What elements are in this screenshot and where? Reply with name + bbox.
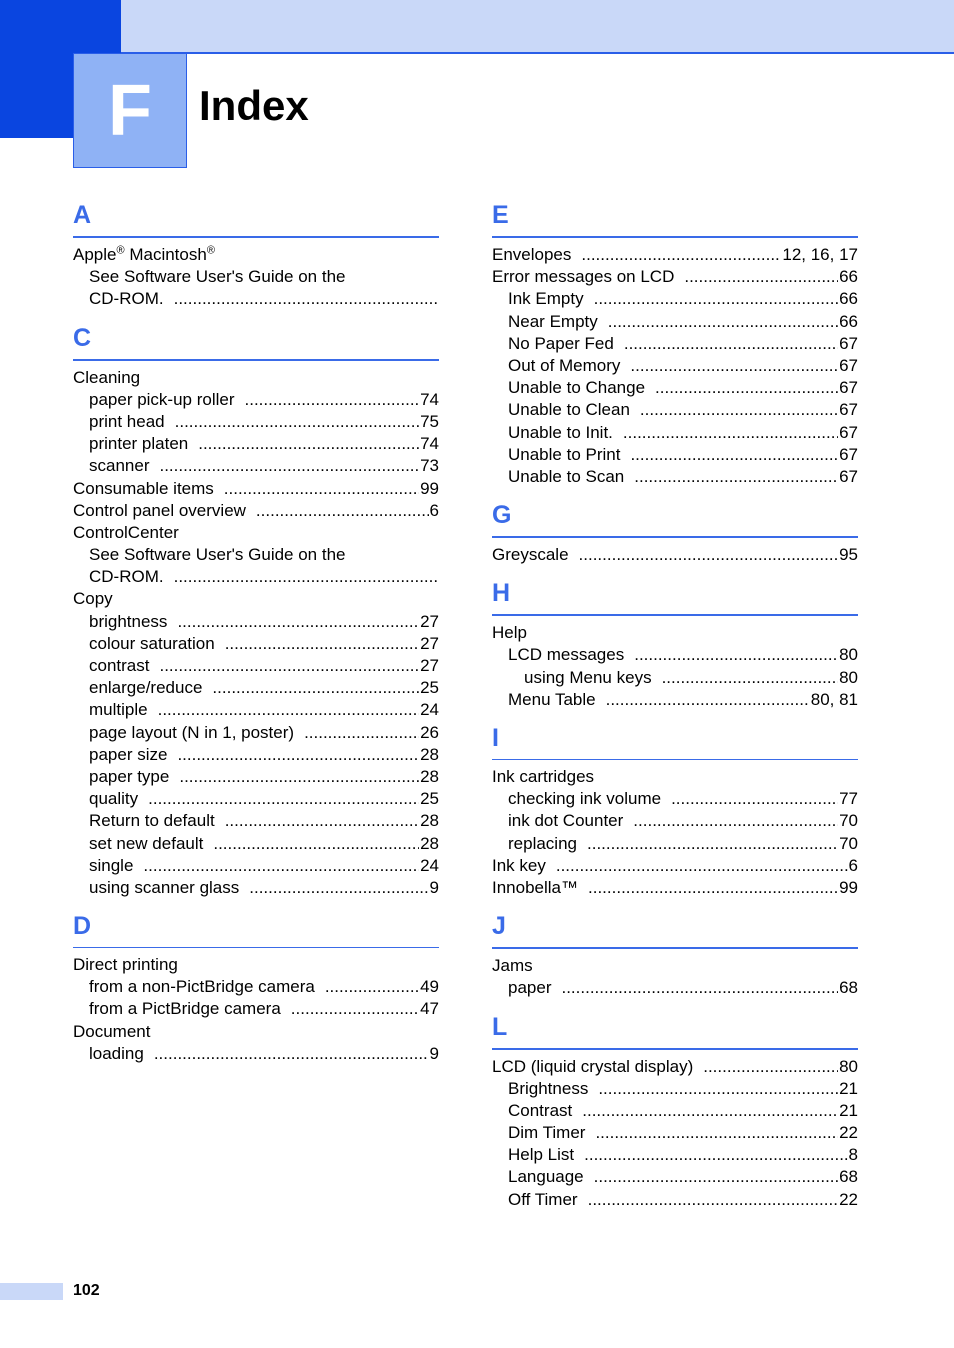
index-section-h — [492, 578, 858, 711]
index-entry: Greyscale ..... 95 — [492, 544, 858, 566]
index-subentry: Off Timer ..... 22 — [492, 1189, 858, 1211]
page-reference: 67 — [839, 378, 858, 398]
index-subentry: from a PictBridge camera ..... 47 — [73, 998, 439, 1020]
index-subentry: Contrast ..... 21 — [492, 1100, 858, 1122]
index-entry: Ink key ..... 6 — [492, 855, 858, 877]
page-reference: 9 — [429, 877, 439, 897]
leader-dots — [148, 788, 419, 810]
index-entry-jams: Jams — [492, 956, 533, 976]
leader-dots — [655, 377, 838, 399]
index-subentry: printer platen ..... 74 — [73, 433, 439, 455]
index-section-l — [492, 1012, 858, 1211]
index-subentry: print head ..... 75 — [73, 411, 439, 433]
leader-dots — [225, 810, 419, 832]
page-reference: 75 — [420, 411, 439, 431]
index-subentry: using scanner glass ..... 9 — [73, 877, 439, 899]
page-reference: 49 — [420, 977, 439, 997]
page-reference: 77 — [839, 789, 858, 809]
page-reference: 26 — [420, 722, 439, 742]
section-letter: H — [492, 578, 858, 616]
page-reference: 28 — [420, 811, 439, 831]
index-column-right — [492, 200, 858, 1223]
index-subentry: multiple ..... 24 — [73, 699, 439, 721]
index-entry: Envelopes ..... 12, 16, 17 — [492, 244, 858, 266]
leader-dots — [582, 1100, 838, 1122]
index-entry: Consumable items ..... 99 — [73, 478, 439, 500]
leader-dots — [198, 433, 419, 455]
page-reference: 67 — [839, 400, 858, 420]
jam-subentries — [492, 977, 858, 999]
index-subentry: contrast ..... 27 — [73, 655, 439, 677]
index-entry-direct-printing: Direct printing — [73, 955, 178, 975]
index-subentry: colour saturation ..... 27 — [73, 633, 439, 655]
page-reference: 70 — [839, 811, 858, 831]
page-reference: 8 — [848, 1145, 858, 1165]
leader-dots — [213, 833, 419, 855]
page-reference: 73 — [420, 456, 439, 476]
index-subentry: ink dot Counter ..... 70 — [492, 810, 858, 832]
leader-dots — [212, 677, 419, 699]
index-section-d — [73, 911, 439, 1065]
index-subentry: Unable to Scan ..... 67 — [492, 466, 858, 488]
leader-dots — [630, 355, 838, 377]
leader-dots — [623, 422, 838, 444]
page-reference: 24 — [420, 855, 439, 875]
page-reference: 28 — [420, 833, 439, 853]
index-entry-help: Help — [492, 623, 527, 643]
index-subentry: Unable to Print ..... 67 — [492, 444, 858, 466]
leader-dots — [175, 411, 419, 433]
index-entry-ink-cartridges: Ink cartridges — [492, 767, 595, 786]
index-entry-copy: Copy — [73, 589, 113, 609]
index-subentry: page layout (N in 1, poster) ..... 26 — [73, 722, 439, 744]
index-entry: Innobella™ ..... 99 — [492, 877, 858, 899]
index-subentry: Language ..... 68 — [492, 1166, 858, 1188]
section-letter: A — [73, 200, 439, 238]
section-letter: L — [492, 1012, 858, 1050]
leader-dots — [594, 288, 838, 310]
leader-dots — [595, 1122, 838, 1144]
leader-dots — [154, 1043, 429, 1065]
section-letter: C — [73, 323, 439, 361]
index-subentry: Out of Memory ..... 67 — [492, 355, 858, 377]
leader-dots — [304, 722, 419, 744]
leader-dots — [245, 389, 420, 411]
index-subentry: Return to default ..... 28 — [73, 810, 439, 832]
leader-dots — [598, 1078, 838, 1100]
index-section-g — [492, 500, 858, 566]
page-reference: 67 — [839, 466, 858, 486]
index-subentry: See Software User's Guide on the — [89, 267, 346, 287]
index-subentry: set new default ..... 28 — [73, 833, 439, 855]
page-reference: 66 — [839, 289, 858, 309]
index-subentry: quality ..... 25 — [73, 788, 439, 810]
leader-dots — [624, 333, 838, 355]
page-reference: 28 — [420, 744, 439, 764]
page-title: Index — [199, 82, 309, 129]
page-reference: 66 — [839, 311, 858, 331]
leader-dots — [594, 1166, 838, 1188]
page-reference: 24 — [420, 700, 439, 720]
page-reference: 27 — [420, 656, 439, 675]
page-reference: 25 — [420, 678, 439, 698]
index-subentry: brightness ..... 27 — [73, 611, 439, 633]
index-section-a — [73, 200, 439, 311]
page-reference: 9 — [429, 1043, 439, 1063]
page-reference: 67 — [839, 355, 858, 375]
index-subentry: scanner ..... 73 — [73, 455, 439, 477]
index-subentry: Unable to Clean ..... 67 — [492, 399, 858, 421]
leader-dots — [179, 766, 419, 788]
leader-dots — [159, 655, 419, 677]
page-reference: 25 — [420, 789, 439, 809]
page-reference: 67 — [839, 422, 858, 442]
page-reference: 27 — [420, 633, 439, 653]
index-section-i — [492, 723, 858, 899]
leader-dots — [158, 699, 419, 721]
index-subentry: paper ..... 68 — [492, 977, 858, 999]
index-subentry: CD-ROM. ..... — [73, 566, 439, 588]
section-letter: I — [492, 723, 858, 760]
page-number: 102 — [73, 1282, 100, 1299]
leader-dots — [177, 744, 419, 766]
index-subentry: enlarge/reduce ..... 25 — [73, 677, 439, 699]
index-column-left — [73, 200, 439, 1077]
page-reference: 67 — [839, 444, 858, 464]
leader-dots — [640, 399, 838, 421]
index-subentry: paper type ..... 28 — [73, 766, 439, 788]
direct-subentries — [73, 976, 439, 1020]
cleaning-subentries — [73, 389, 439, 478]
index-subentry: from a non-PictBridge camera ..... 49 — [73, 976, 439, 998]
section-letter: G — [492, 500, 858, 538]
index-entry-document: Document — [73, 1021, 151, 1041]
leader-dots — [159, 455, 419, 477]
leader-dots — [630, 444, 838, 466]
page-reference: 27 — [420, 611, 439, 631]
index-subentry: checking ink volume ..... 77 — [492, 788, 858, 810]
footer-band — [0, 1283, 63, 1300]
index-subentry: Unable to Init. ..... 67 — [492, 422, 858, 444]
section-letter: E — [492, 200, 858, 238]
document-subentries — [73, 1043, 439, 1065]
chapter-letter-box — [73, 53, 187, 168]
index-subentry: See Software User's Guide on the — [89, 545, 346, 565]
index-subentry: single ..... 24 — [73, 855, 439, 877]
ink-subentries — [492, 788, 858, 855]
header-band — [121, 0, 954, 54]
index-subentry: Unable to Change ..... 67 — [492, 377, 858, 399]
page-reference: 28 — [420, 766, 439, 786]
leader-dots — [588, 1189, 838, 1211]
leader-dots — [225, 633, 419, 655]
page-reference: 68 — [839, 1167, 858, 1187]
page-reference: 21 — [839, 1100, 858, 1120]
page-reference: 22 — [839, 1189, 858, 1209]
page-reference: 22 — [839, 1123, 858, 1143]
page-reference: 21 — [839, 1078, 858, 1098]
leader-dots — [633, 810, 838, 832]
section-letter: J — [492, 911, 858, 949]
page-reference: 67 — [839, 333, 858, 353]
index-entry-cleaning: Cleaning — [73, 367, 141, 387]
index-subentry: LCD messages ..... 80 — [492, 644, 858, 666]
index-subentry: Menu Table ..... 80, 81 — [492, 689, 858, 711]
page-reference: 70 — [839, 833, 858, 853]
chapter-letter: F — [108, 70, 152, 151]
leader-dots — [584, 1144, 847, 1166]
index-section-e — [492, 200, 858, 488]
index-section-j — [492, 911, 858, 999]
index-subentry: Ink Empty ..... 66 — [492, 288, 858, 310]
page-reference: 74 — [420, 389, 439, 409]
index-entry-controlcenter: ControlCenter — [73, 522, 179, 542]
index-subentry: paper pick-up roller ..... 74 — [73, 389, 439, 411]
index-subentry: No Paper Fed ..... 67 — [492, 333, 858, 355]
page-reference: 47 — [420, 999, 439, 1019]
index-subentry: replacing ..... 70 — [492, 833, 858, 855]
lcd-subentries — [492, 1078, 858, 1211]
index-subentry: Near Empty ..... 66 — [492, 311, 858, 333]
leader-dots — [143, 855, 419, 877]
index-subentry: Brightness ..... 21 — [492, 1078, 858, 1100]
leader-dots — [634, 466, 838, 488]
index-subentry: loading ..... 9 — [73, 1043, 439, 1065]
copy-subentries — [73, 611, 439, 899]
leader-dots — [325, 976, 419, 998]
index-subentry: paper size ..... 28 — [73, 744, 439, 766]
leader-dots — [249, 877, 428, 899]
error-subentries — [492, 288, 858, 488]
leader-dots — [291, 998, 419, 1020]
index-entry: Error messages on LCD ..... 66 — [492, 266, 858, 288]
index-entry: LCD (liquid crystal display) ..... 80 — [492, 1056, 858, 1078]
index-entry: Control panel overview ..... 6 — [73, 500, 439, 522]
index-section-c — [73, 323, 439, 900]
index-subentry: CD-ROM. ..... — [73, 288, 439, 310]
page-reference: 68 — [839, 978, 858, 998]
section-letter: D — [73, 911, 439, 948]
index-subentry: using Menu keys ..... 80 — [492, 667, 858, 689]
index-subentry: Dim Timer ..... 22 — [492, 1122, 858, 1144]
index-subentry: Help List ..... 8 — [492, 1144, 858, 1166]
leader-dots — [177, 611, 419, 633]
leader-dots — [608, 311, 838, 333]
leader-dots — [561, 977, 838, 999]
leader-dots — [587, 833, 838, 855]
index-entry-apple: Apple® Macintosh® — [73, 244, 215, 264]
leader-dots — [174, 288, 438, 310]
leader-dots — [671, 788, 838, 810]
page-reference: 74 — [420, 434, 439, 454]
